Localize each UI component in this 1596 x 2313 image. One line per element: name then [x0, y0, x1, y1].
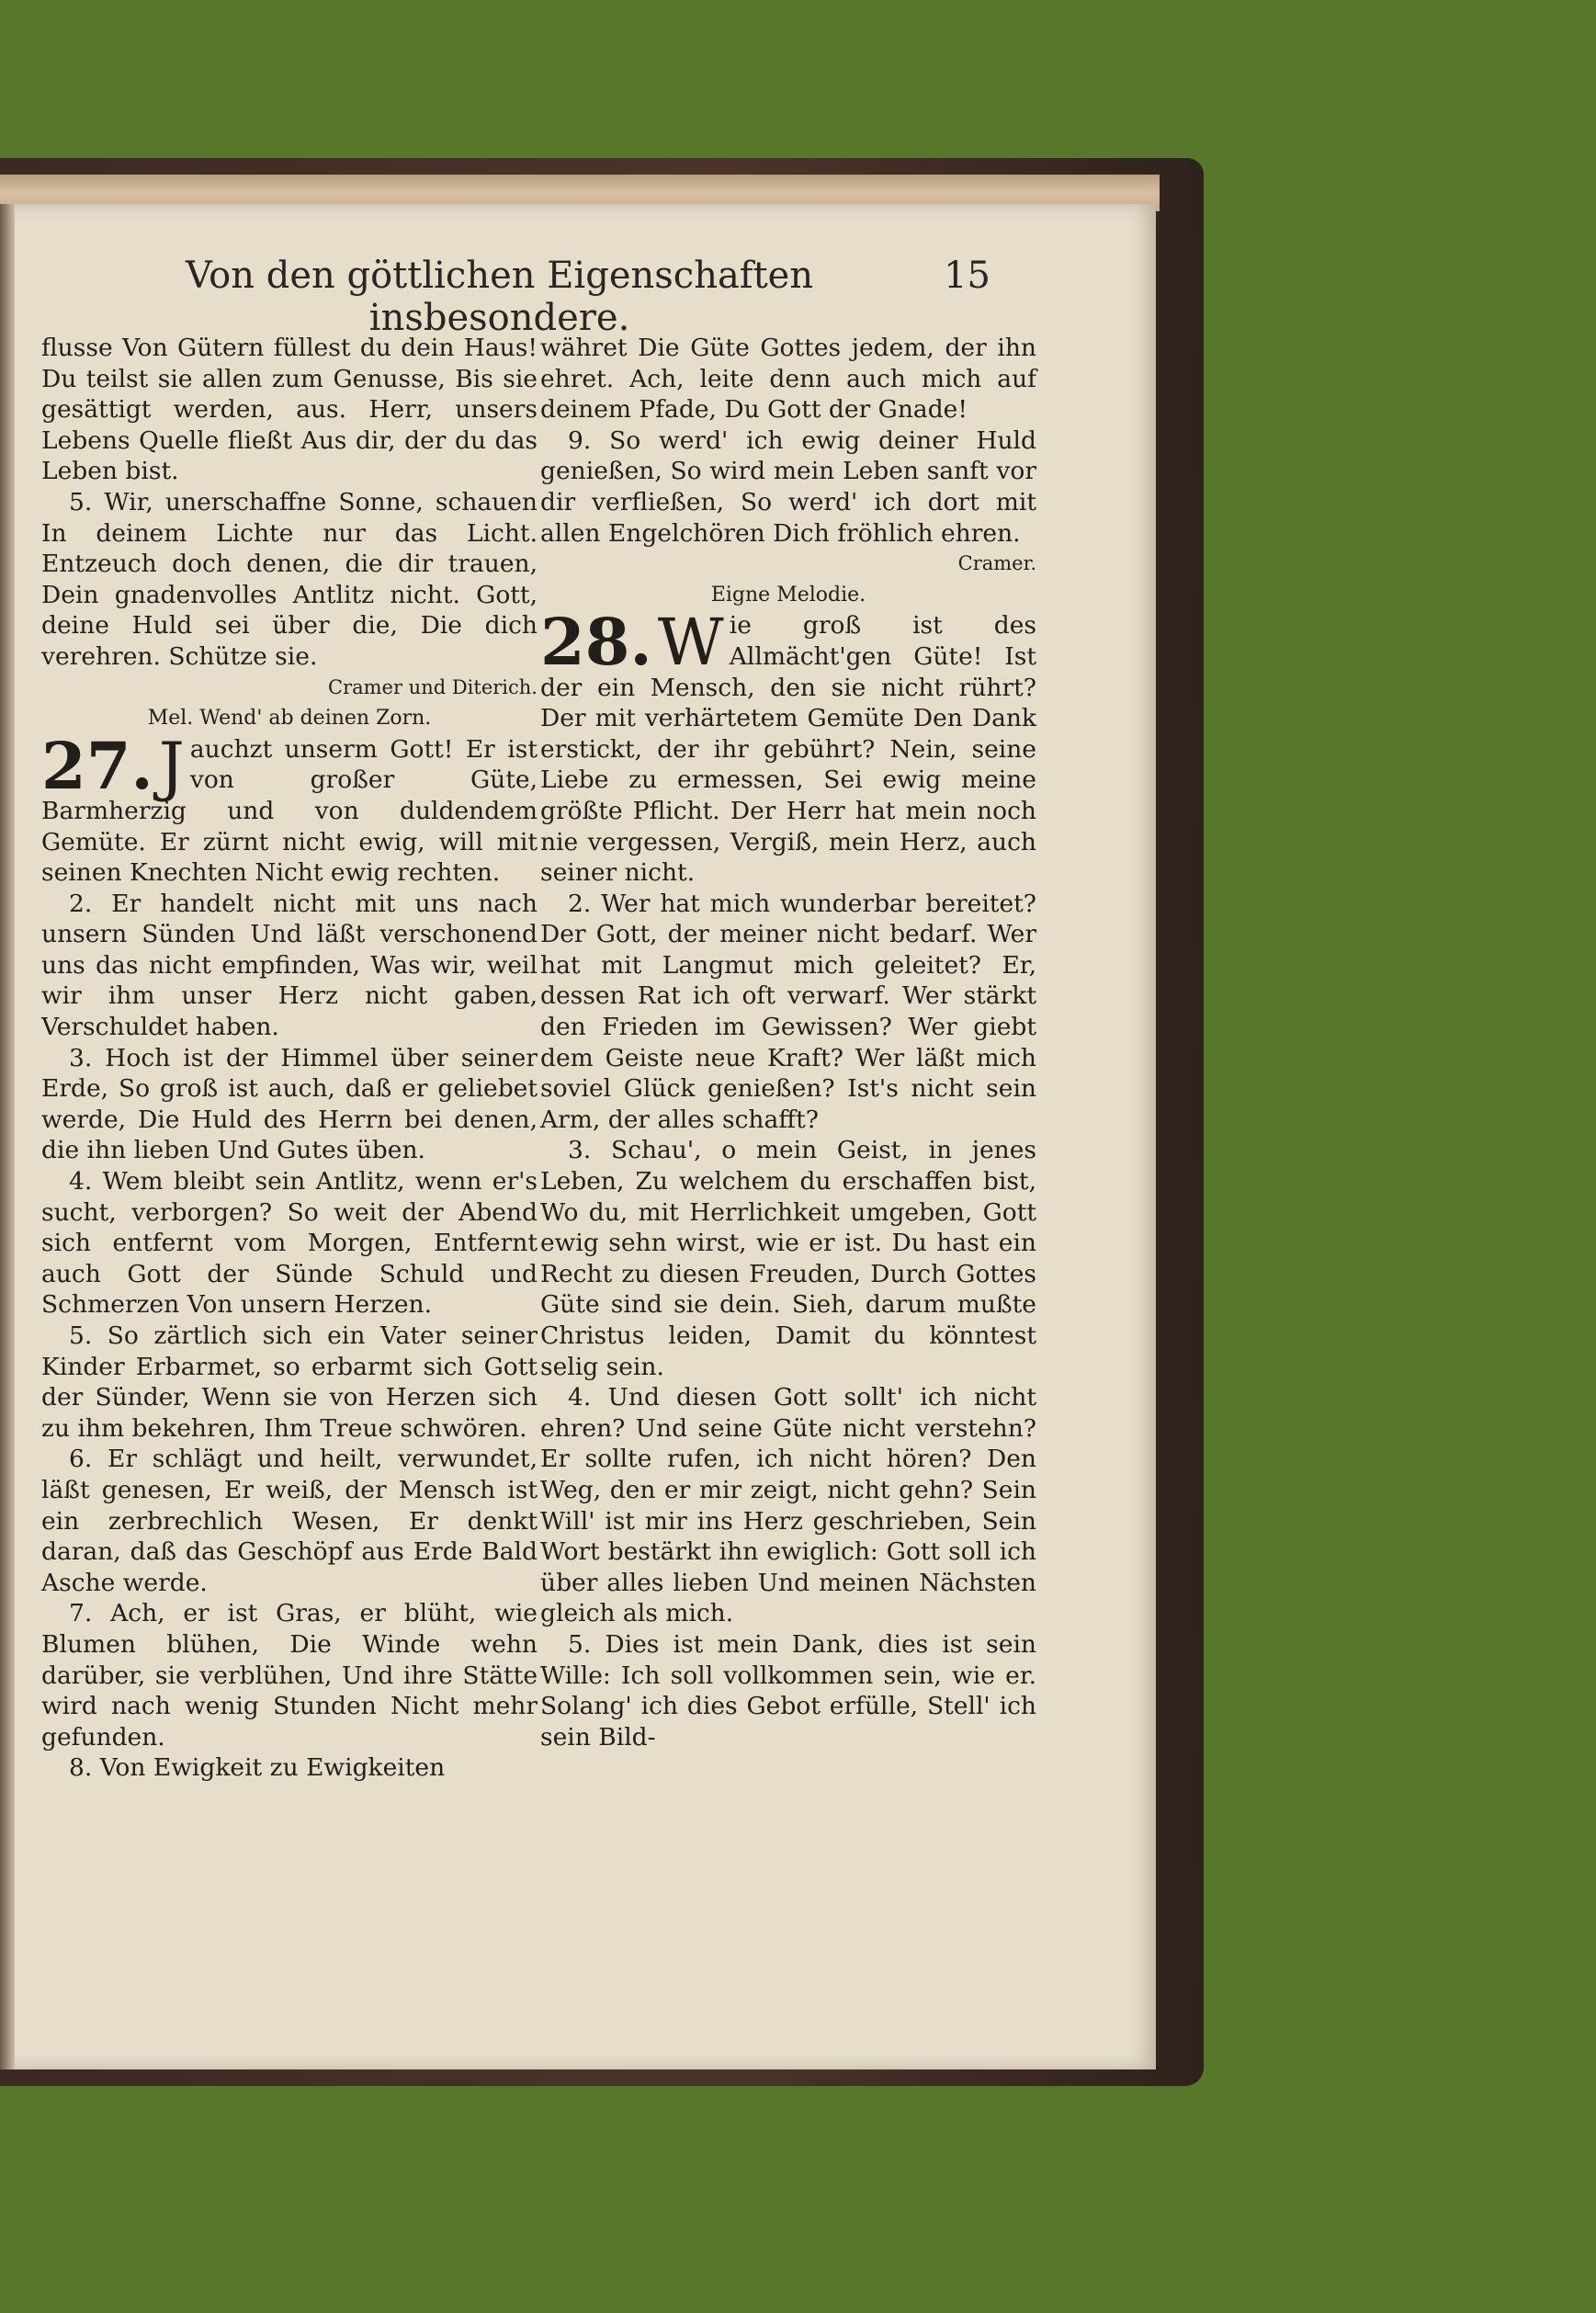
- page-gutter: [0, 204, 15, 2069]
- verse-text: ie groß ist des Allmächt'gen Güte! Ist der ein Mensch, den sie nicht rührt? Der mit verhärtetem Gemüte Den Dank erstickt, der ihr gebührt? Nein, seine Liebe zu ermessen, Sei ewig meine größte Pflicht. Der Herr hat mein noch nie vergessen, Vergiß, mein Herz, auch seiner nicht.: [540, 611, 1036, 888]
- verse-text: 8. Von Ewigkeit zu Ewigkeiten: [69, 1753, 446, 1783]
- hymn-author: Cramer und Diterich.: [328, 675, 538, 698]
- verse-text: währet Die Güte Gottes jedem, der ihn ehret. Ach, leite denn auch mich auf deinem Pfade, Du Gott der Gnade!: [540, 334, 1036, 425]
- verse-text: 5. Wir, unerschaffne Sonne, schauen In deinem Lichte nur das Licht. Entzeuch doch denen, die dir trauen, Dein gnadenvolles Antlitz nicht. Gott, deine Huld sei über die, Die dich verehren. Schütze sie.: [41, 487, 538, 671]
- verse-text: auchzt unserm Gott! Er ist von großer Güte, Barmherzig und von duldendem Gemüte. Er zürnt nicht ewig, will mit seinen Knechten Nicht ewig rechten.: [41, 734, 538, 888]
- hymn-number: 27.: [41, 727, 153, 804]
- page-title: Von den göttlichen Eigenschaften insbesondere.: [185, 255, 814, 339]
- verse-text: 5. So zärtlich sich ein Vater seiner Kinder Erbarmet, so erbarmt sich Gott der Sünder, Wenn sie von Herzen sich zu ihm bekehren, Ihm Treue schwören.: [41, 1321, 538, 1443]
- drop-cap: W: [657, 605, 724, 681]
- right-column: [540, 333, 1036, 1752]
- verse-text: 4. Wem bleibt sein Antlitz, wenn er's sucht, verborgen? So weit der Abend sich entfernt vom Morgen, Entfernt auch Gott der Sünde Schuld und Schmerzen Von unsern Herzen.: [41, 1167, 538, 1320]
- verse-text: 3. Hoch ist der Himmel über seiner Erde, So groß ist auch, daß er geliebet werde, Die Huld des Herrn bei denen, die ihn lieben Und Gutes üben.: [41, 1043, 538, 1165]
- verse-text: 5. Dies ist mein Dank, dies ist sein Wille: Ich soll vollkommen sein, wie er. Solang' ich dies Gebot erfülle, Stell' ich sein Bild-: [540, 1629, 1036, 1752]
- left-column: [41, 333, 538, 1784]
- running-head: [55, 255, 990, 339]
- page-number: 15: [944, 255, 990, 297]
- verse-text: flusse Von Gütern füllest du dein Haus! Du teilst sie allen zum Genusse, Bis sie gesättigt werden, aus. Herr, unsers Lebens Quelle fließt Aus dir, der du das Leben bist.: [41, 334, 538, 486]
- hymn-start: [540, 604, 1036, 888]
- drop-cap: J: [158, 728, 185, 804]
- melody-note: Eigne Melodie.: [710, 583, 866, 607]
- verse-text: 4. Und diesen Gott sollt' ich nicht ehren? Und seine Güte nicht verstehn? Er sollte rufen, ich nicht hören? Den Weg, den er mir zeigt, nicht gehn? Sein Will' ist mir ins Herz geschrieben, Sein Wort bestärkt ihn ewiglich: Gott soll ich über alles lieben Und meinen Nächsten gleich als mich.: [540, 1383, 1036, 1628]
- book-page: [0, 204, 1156, 2069]
- hymn-author: Cramer.: [957, 552, 1036, 575]
- verse-text: 7. Ach, er ist Gras, er blüht, wie Blumen blühen, Die Winde wehn darüber, sie verblühen, Und ihre Stätte wird nach wenig Stunden Nicht mehr gefunden.: [41, 1599, 538, 1752]
- verse-text: 3. Schau', o mein Geist, in jenes Leben, Zu welchem du erschaffen bist, Wo du, mit Herrlichkeit umgeben, Gott ewig sehn wirst, wie er ist. Du hast ein Recht zu diesen Freuden, Durch Gottes Güte sind sie dein. Sieh, darum mußte Christus leiden, Damit du könntest selig sein.: [540, 1136, 1036, 1381]
- melody-note: Mel. Wend' ab deinen Zorn.: [147, 707, 432, 731]
- verse-text: 6. Er schlägt und heilt, verwundet, läßt genesen, Er weiß, der Mensch ist ein zerbrechlich Wesen, Er denkt daran, daß das Geschöpf aus Erde Bald Asche werde.: [41, 1445, 538, 1597]
- verse-text: 9. So werd' ich ewig deiner Huld genießen, So wird mein Leben sanft vor dir verfließen, So werd' ich dort mit allen Engelchören Dich fröhlich ehren.: [540, 425, 1036, 548]
- verse-text: 2. Er handelt nicht mit uns nach unsern Sünden Und läßt verschonend uns das nicht empfinden, Was wir, weil wir ihm unser Herz nicht gaben, Verschuldet haben.: [41, 889, 538, 1042]
- hymn-number: 28.: [540, 604, 652, 681]
- hymn-start: [41, 727, 538, 889]
- verse-text: 2. Wer hat mich wunderbar bereitet? Der Gott, der meiner nicht bedarf. Wer hat mit Langmut mich geleitet? Er, dessen Rat ich oft verwarf. Wer stärkt den Frieden im Gewissen? Wer giebt dem Geiste neue Kraft? Wer läßt mich soviel Glück genießen? Ist's nicht sein Arm, der alles schafft?: [540, 889, 1036, 1134]
